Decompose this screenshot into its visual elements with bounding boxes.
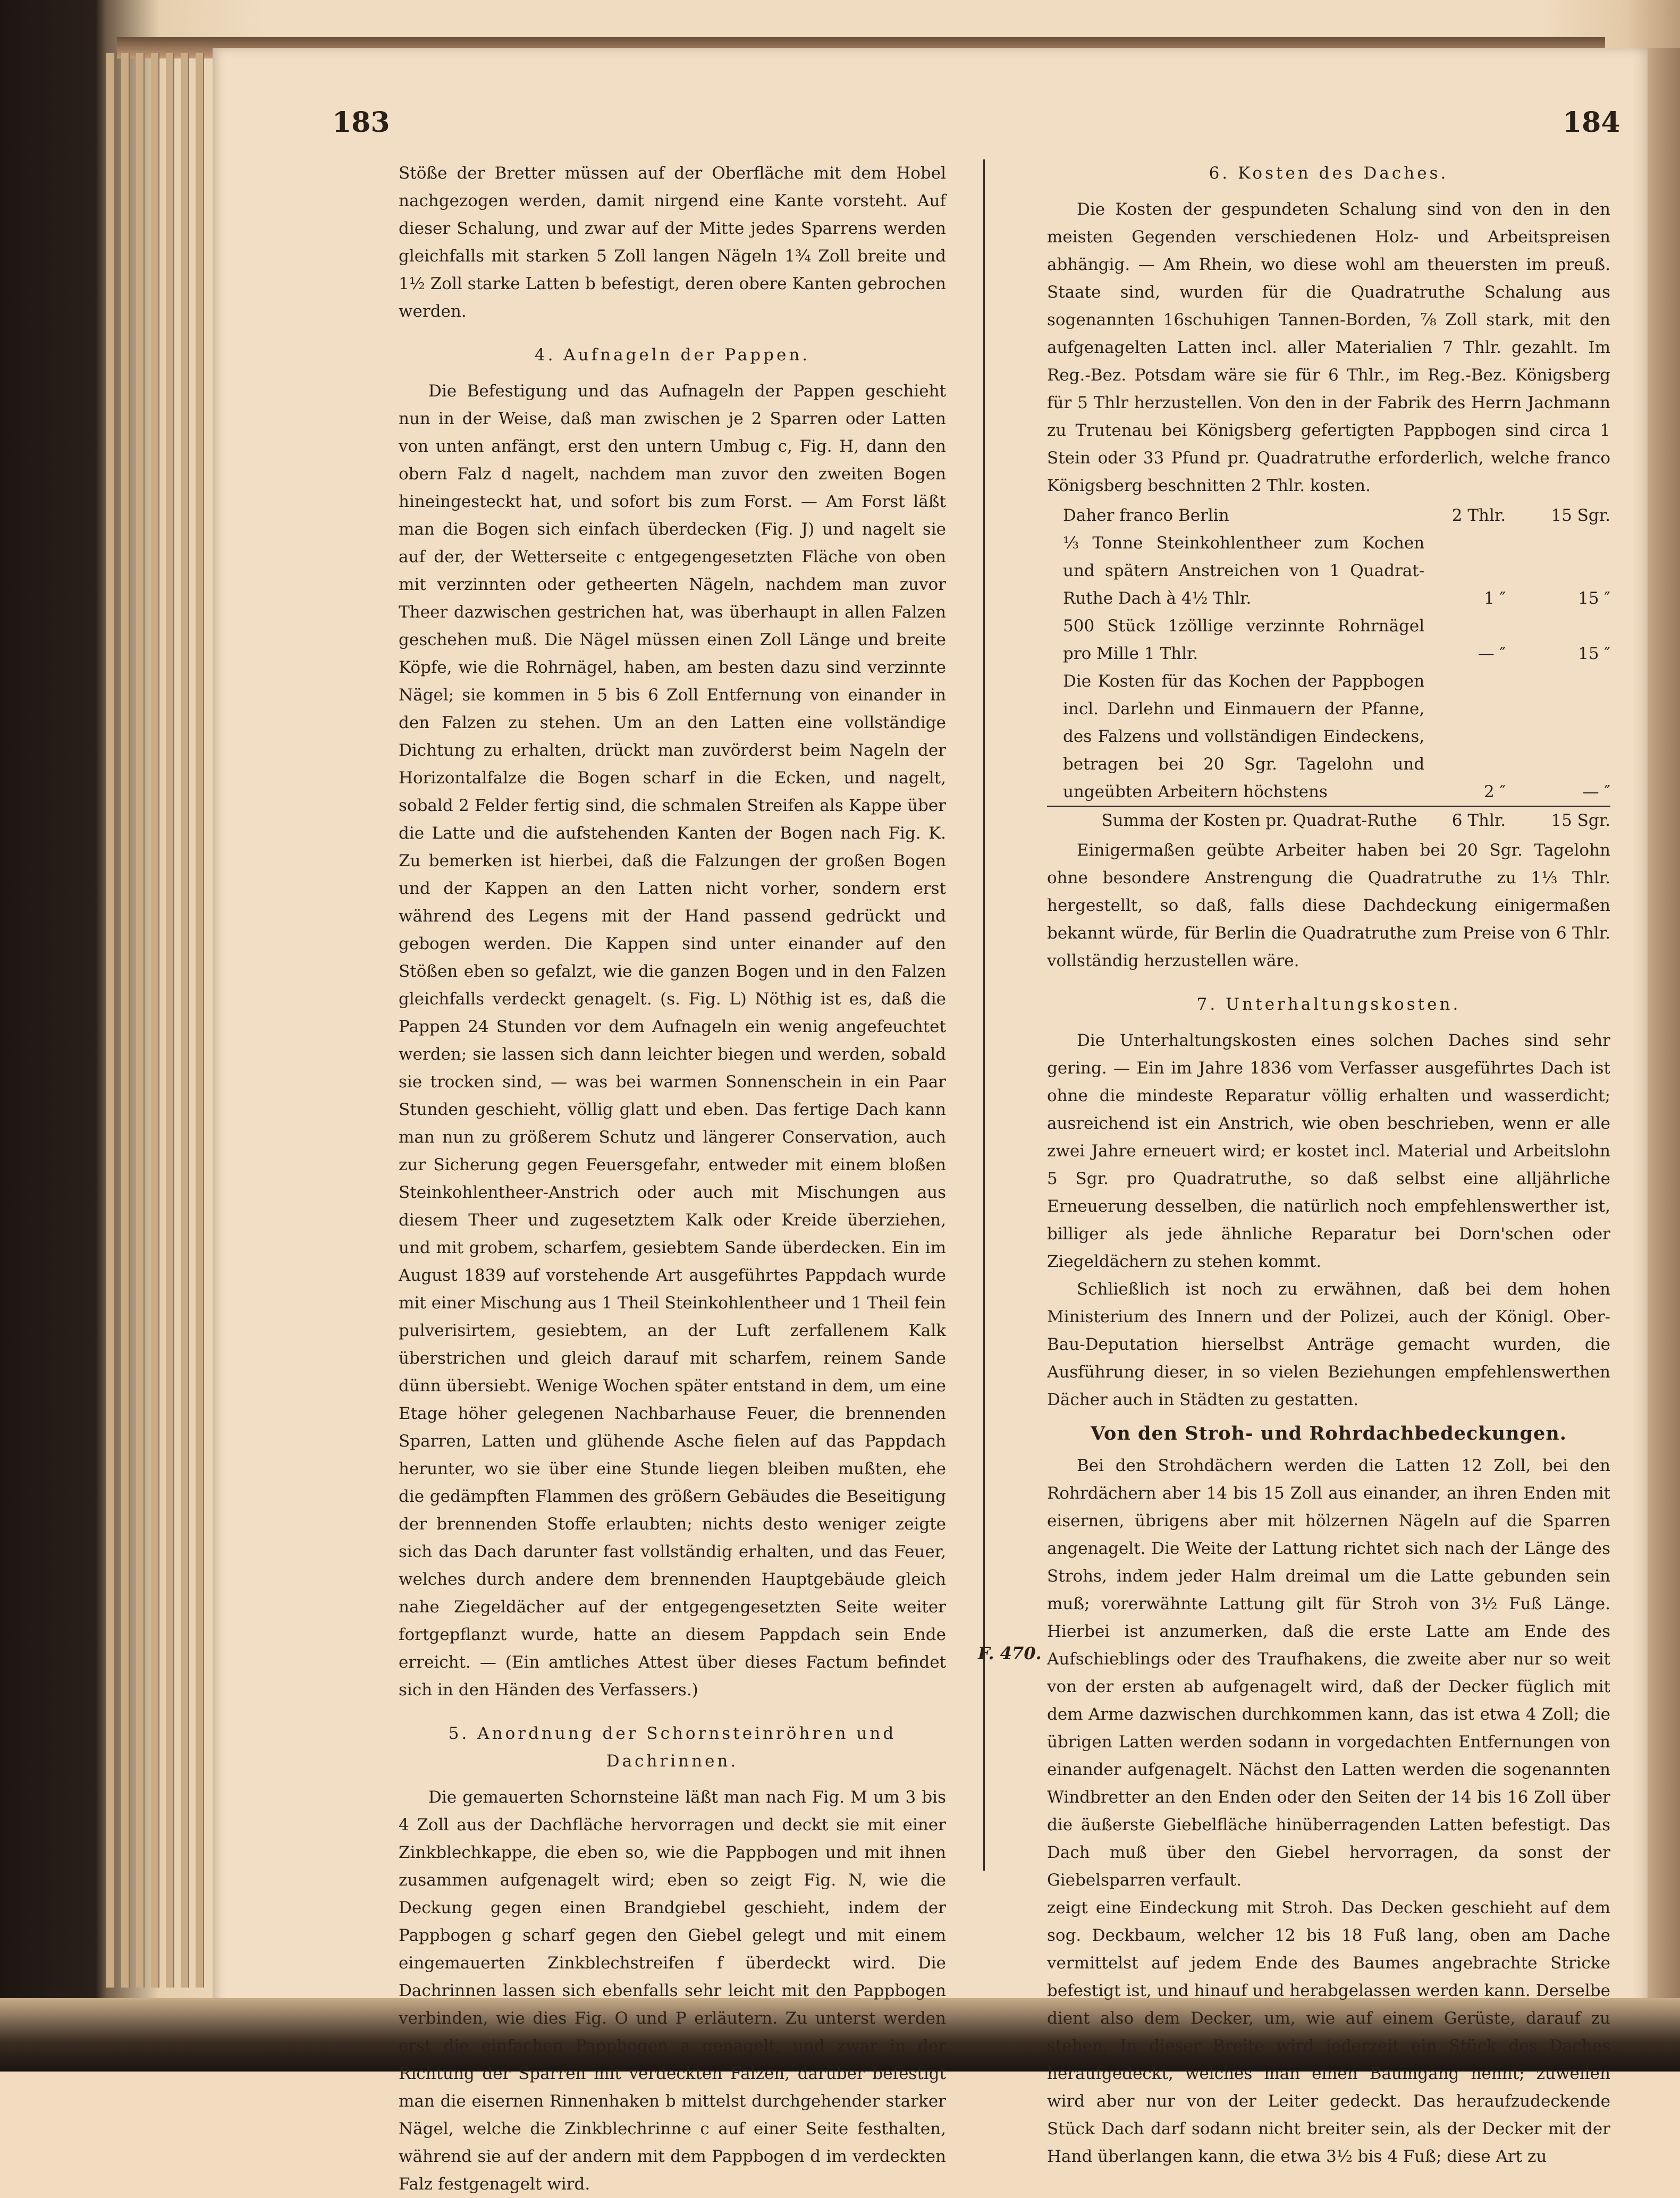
intro-paragraph: Stöße der Bretter müssen auf der Oberfläche mit dem Hobel nachgezogen werden, damit nirgend eine Kante vorsteht. Auf dieser Schalung, und zwar auf der Mitte jedes Sparrens werden gleichfalls mit starken 5 Zoll langen Nägeln 1¾ Zoll breite und 1½ Zoll starke Latten b befestigt, deren obere Kanten gebrochen werden. (399, 164, 946, 321)
section-5-text: Die gemauerten Schornsteine läßt man nach Fig. M um 3 bis 4 Zoll aus der Dachfläche hervorragen und deckt sie mit einer Zinkblechkappe, die eben so, wie die Pappbogen und mit ihnen zusammen aufgenagelt wird; eben so zeigt Fig. N, wie die Deckung gegen einen Brandgiebel geschieht, indem der Pappbogen g scharf gegen den Giebel gelegt und mit einem eingemauerten Zinkblechstreifen f überdeckt wird. Die Dachrinnen lassen sich ebenfalls sehr leicht mit den Pappbogen verbinden, wie dies Fig. O und P erläutern. Zu unterst werden erst die einfachen Pappbogen a genagelt, und zwar in der Richtung der Sparren mit verdeckten Falzen, darüber befestigt man die eisernen Rinnenhaken b mittelst durchgehender starker Nägel, welche die Zinkblechrinne c auf einer Seite festhalten, während sie auf der andern mit dem Pappbogen d im verdeckten Falz festgenagelt wird. (399, 1788, 946, 2194)
cost-thaler: 2 ″ (1484, 782, 1506, 801)
cost-row (1047, 529, 1610, 612)
cost-sum-groschen: 15 Sgr. (1509, 806, 1610, 834)
cost-thaler: 2 Thlr. (1451, 506, 1506, 525)
cost-sum-label: Summa der Kosten pr. Quadrat-Ruthe (1047, 806, 1424, 834)
section-6-after-text: Einigermaßen geübte Arbeiter haben bei 20 Sgr. Tagelohn ohne besondere Anstrengung die Quadratruthe zu 1⅓ Thlr. hergestellt, so daß, falls diese Dachdeckung einigermaßen bekannt würde, für Berlin die Quadratruthe zum Preise von 6 Thlr. vollständig herzustellen wäre. (1047, 841, 1610, 970)
section-4-heading: 4. Aufnageln der Pappen. (534, 345, 811, 365)
section-7-text-2: Schließlich ist noch zu erwähnen, daß bei dem hohen Ministerium des Innern und der Polizei, auch der Königl. Ober-Bau-Deputation hierselbst Anträge gemacht wurden, die Ausführung dieser, in so vielen Beziehungen empfehlenswerthen Dächer auch in Städten zu gestatten. (1047, 1280, 1610, 1409)
page-number-right: 184 (1563, 106, 1620, 139)
cost-item: Daher franco Berlin (1063, 506, 1229, 525)
page-edge (166, 53, 174, 1988)
cost-sum-thaler: 6 Thlr. (1424, 806, 1509, 834)
page-edge (106, 53, 115, 1988)
section-7-heading: 7. Unterhaltungskosten. (1196, 995, 1461, 1014)
section-6-text: Die Kosten der gespundeten Schalung sind von den in den meisten Gegenden verschiedenen Holz- und Arbeitspreisen abhängig. — Am Rhein, wo diese wohl am theuersten im preuß. Staate sind, wurden für die Quadratruthe Schalung aus sogenannten 16schuhigen Tannen-Borden, ⅞ Zoll stark, mit den aufgenagelten Latten incl. aller Materialien 7 Thlr. gezahlt. Im Reg.-Bez. Potsdam wäre sie für 6 Thlr., im Reg.-Bez. Königsberg für 5 Thlr herzustellen. Von den in der Fabrik des Herrn Jachmann zu Trutenau bei Königsberg gefertigten Pappbogen sind circa 1 Stein oder 33 Pfund pr. Quadratruthe erforderlich, welche franco Königsberg beschnitten 2 Thlr. kosten. (1047, 200, 1610, 495)
page-edge (121, 53, 130, 1988)
page-number-left: 183 (332, 106, 390, 139)
straw-roof-text-2: zeigt eine Eindeckung mit Stroh. Das Decken geschieht auf dem sog. Deckbaum, welcher 12 bis 18 Fuß lang, oben am Dache vermittelst auf jedem Ende des Baumes angebrachte Stricke befestigt ist, und hinauf und herabgelassen werden kann. Derselbe dient also dem Decker, um, wie auf einem Gerüste, darauf zu stehen. In dieser Breite wird jederzeit ein Stück des Daches heraufgedeckt, welches man einen Baumgang nennt; zuweilen wird aber nur von der Leiter gedeckt. Das heraufzudeckende Stück Dach darf sodann nicht breiter sein, als der Decker mit der Hand überlangen kann, die etwa 3½ bis 4 Fuß; diese Art zu (1047, 1898, 1610, 2166)
page-edge (181, 53, 189, 1988)
figure-margin-note: F. 470. (978, 1643, 1042, 1663)
page-curl-shadow (1632, 48, 1680, 1998)
section-6-heading: 6. Kosten des Daches. (1209, 164, 1449, 183)
cost-sum-row (1047, 806, 1610, 834)
cost-groschen: — ″ (1582, 782, 1610, 801)
cost-row (1047, 502, 1610, 529)
cost-row (1047, 612, 1610, 667)
page-edge (196, 53, 204, 1988)
straw-roof-heading: Von den Stroh- und Rohrdachbedeckungen. (1091, 1423, 1567, 1444)
cost-groschen: 15 ″ (1578, 644, 1610, 663)
right-column (1047, 159, 1610, 2170)
cost-item: Die Kosten für das Kochen der Pappbogen incl. Darlehn und Einmauern der Pfanne, des Falzens und vollständigen Eindeckens, betragen bei 20 Sgr. Tagelohn und ungeübten Arbeitern höchstens (1063, 672, 1425, 801)
straw-roof-text-1: Bei den Strohdächern werden die Latten 12 Zoll, bei den Rohrdächern aber 14 bis 15 Zoll aus einander, an ihren Enden mit eisernen, übrigens aber mit hölzernen Nägeln auf die Sparren angenagelt. Die Weite der Lattung richtet sich nach der Länge des Strohs, indem jeder Halm dreimal um die Latte gebunden sein muß; vorerwähnte Lattung gilt für Stroh von 3½ Fuß Länge. Hierbei ist anzumerken, daß die erste Latte am Ende des Aufschieblings oder des Traufhakens, die zweite aber nur so weit von der ersten ab aufgenagelt wird, daß der Decker füglich mit dem Arme dazwischen durchkommen kann, das ist etwa 4 Zoll; die übrigen Latten werden sodann in vorgedachten Entfernungen von einander aufgenagelt. Nächst den Latten werden die sogenannten Windbretter an den Enden oder den Seiten der 14 bis 16 Zoll über die äußerste Giebelfläche hinüberragenden Latten befestigt. Das Dach muß über den Giebel hervorragen, da sonst der Giebelsparren verfault. (1047, 1456, 1610, 1890)
cost-groschen: 15 Sgr. (1551, 506, 1610, 525)
page-edge (136, 53, 145, 1988)
section-5-heading: 5. Anordnung der Schornsteinröhren und Dachrinnen. (448, 1724, 897, 1771)
section-7-text-1: Die Unterhaltungskosten eines solchen Daches sind sehr gering. — Ein im Jahre 1836 vom Verfasser ausgeführtes Dach ist ohne die mindeste Reparatur völlig erhalten und wasserdicht; ausreichend ist ein Anstrich, wie oben beschrieben, wenn er alle zwei Jahre erneuert wird; er kostet incl. Material und Arbeitslohn 5 Sgr. pro Quadratruthe, so daß selbst eine alljährliche Erneuerung desselben, die natürlich noch empfehlenswerther ist, billiger als jede ähnliche Reparatur bei Dorn'schen oder Ziegeldächern zu stehen kommt. (1047, 1031, 1610, 1271)
cost-item: ⅓ Tonne Steinkohlentheer zum Kochen und spätern Anstreichen von 1 Quadrat-Ruthe Dach à 4½ Thlr. (1063, 534, 1425, 608)
cost-table (1047, 502, 1610, 834)
cost-thaler: 1 ″ (1484, 589, 1506, 608)
cost-item: 500 Stück 1zöllige verzinnte Rohrnägel pro Mille 1 Thlr. (1063, 616, 1425, 663)
page-edge (151, 53, 159, 1988)
left-column (399, 159, 946, 2198)
page-edges-stack (106, 53, 229, 1988)
section-4-text: Die Befestigung und das Aufnageln der Pappen geschieht nun in der Weise, daß man zwischen je 2 Sparren oder Latten von unten anfängt, erst den untern Umbug c, Fig. H, dann den obern Falz d nagelt, nachdem man zuvor den zweiten Bogen hineingesteckt hat, und sofort bis zum Forst. — Am Forst läßt man die Bogen sich einfach überdecken (Fig. J) und nagelt sie auf der, der Wetterseite c entgegengesetzten Fläche von oben mit verzinnten oder getheerten Nägeln, nachdem man zuvor Theer dazwischen gestrichen hat, was überhaupt in allen Falzen geschehen muß. Die Nägel müssen einen Zoll Länge und breite Köpfe, wie die Rohrnägel, haben, am besten dazu sind verzinnte Nägel; sie kommen in 5 bis 6 Zoll Entfernung von einander in den Falzen zu stehen. Um an den Latten eine vollständige Dichtung zu erhalten, drückt man zuvörderst beim Nageln der Horizontalfalze die Bogen scharf in die Ecken, und nagelt, sobald 2 Felder fertig sind, die schmalen Streifen als Kappe über die Latte und die aufstehenden Kanten der Bogen nach Fig. K. Zu bemerken ist hierbei, daß die Falzungen der großen Bogen und der Kappen an den Latten nicht vorher, sondern erst während des Legens mit der Hand passend gedrückt und gebogen werden. Die Kappen sind unter einander auf den Stößen eben so gefalzt, wie die ganzen Bogen und in den Falzen gleichfalls verdeckt genagelt. (s. Fig. L) Nöthig ist es, daß die Pappen 24 Stunden vor dem Aufnageln ein wenig angefeuchtet werden; sie lassen sich dann leichter biegen und werden, sobald sie trocken sind, — was bei warmen Sonnenschein in ein Paar Stunden geschieht, völlig glatt und eben. Das fertige Dach kann man nun zu größerem Schutz und längerer Conservation, auch zur Sicherung gegen Feuersgefahr, entweder mit einem bloßen Steinkohlentheer-Anstrich oder auch mit Mischungen aus diesem Theer und zugesetztem Kalk oder Kreide überziehen, und mit grobem, scharfem, gesiebtem Sande überdecken. Ein im August 1839 auf vorstehende Art ausgeführtes Pappdach wurde mit einer Mischung aus 1 Theil Steinkohlentheer und 1 Theil fein pulverisirtem, gesiebtem, an der Luft zerfallenem Kalk überstrichen und gleich darauf mit scharfem, reinem Sande dünn übersiebt. Wenige Wochen später entstand in dem, um eine Etage höher gelegenen Nachbarhause Feuer, die brennenden Sparren, Latten und glühende Asche fielen auf das Pappdach herunter, wo sie über eine Stunde liegen bleiben mußten, ehe die gedämpften Flammen des größern Gebäudes die Beseitigung der brennenden Stoffe erlaubten; nichts desto weniger zeigte sich das Dach darunter fast vollständig erhalten, und das Feuer, welches durch andere dem brennenden Hauptgebäude gleich nahe Ziegeldächer auf der entgegengesetzten Seite weiter fortgepflanzt wurde, hatte an diesem Pappdach sein Ende erreicht. — (Ein amtliches Attest über dieses Factum befindet sich in den Händen des Verfassers.) (399, 382, 946, 1700)
cost-groschen: 15 ″ (1578, 589, 1610, 608)
cost-row (1047, 667, 1610, 806)
cost-thaler: — ″ (1478, 644, 1506, 663)
column-divider (983, 159, 985, 1871)
